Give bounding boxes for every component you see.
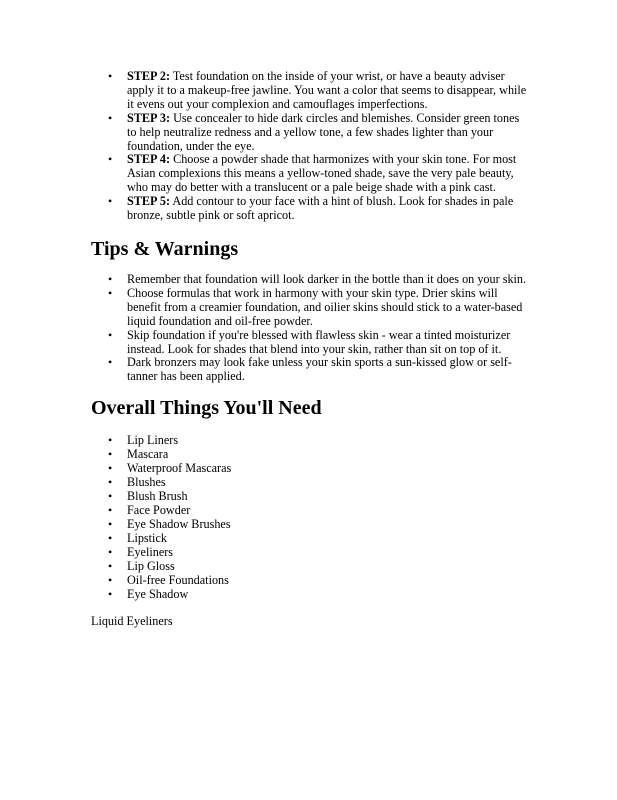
step-item [91, 70, 531, 112]
step-text: Test foundation on the inside of your wrist, or have a beauty adviser apply it to a makeup-free jawline. You want a color that seems to disappear, while it evens out your complexion and camouflages imperfections. [127, 69, 527, 111]
step-item [91, 153, 531, 195]
step-label: STEP 4: [127, 152, 171, 167]
need-item: • Eyeliners [91, 545, 531, 559]
tip-item: • Choose formulas that work in harmony with your skin type. Drier skins will benefit from a creamier foundation, and oilier skins should stick to a water-based liquid foundation and oil-free powder. [91, 287, 531, 329]
step-text: Use concealer to hide dark circles and blemishes. Consider green tones to help neutralize redness and a yellow tone, a few shades lighter than your foundation, under the eye. [127, 110, 520, 153]
need-item: • Lipstick [91, 531, 531, 545]
need-item: • Eye Shadow Brushes [91, 517, 531, 531]
need-item: • Waterproof Mascaras [91, 461, 531, 475]
tip-item: • Remember that foundation will look darker in the bottle than it does on your skin. [91, 273, 531, 287]
document-content [91, 70, 531, 628]
need-item: • Lip Gloss [91, 559, 531, 573]
step-label: STEP 2: [127, 69, 171, 83]
step-label: STEP 3: [127, 110, 171, 125]
step-item [91, 195, 531, 223]
step-text: Choose a powder shade that harmonizes with your skin tone. For most Asian complexions this means a yellow-toned shade, save the very pale beauty, who may do better with a translucent or a pale beige shade with a pink cast. [127, 152, 517, 195]
steps-list [91, 70, 531, 223]
need-list [91, 433, 531, 601]
need-item: • Eye Shadow [91, 587, 531, 601]
step-text: Add contour to your face with a hint of blush. Look for shades in pale bronze, subtle pink or soft apricot. [127, 194, 514, 223]
tips-heading: Tips & Warnings [91, 237, 239, 260]
need-item: • Lip Liners [91, 433, 531, 447]
step-item [91, 112, 531, 154]
need-item: • Mascara [91, 447, 531, 461]
need-item: • Face Powder [91, 503, 531, 517]
need-heading: Overall Things You'll Need [91, 397, 322, 420]
tip-item: • Dark bronzers may look fake unless your skin sports a sun-kissed glow or self-tanner has been applied. [91, 356, 531, 384]
tips-list [91, 273, 531, 384]
footer-text: Liquid Eyeliners [91, 614, 173, 629]
need-item: • Oil-free Foundations [91, 573, 531, 587]
step-label: STEP 5: [127, 194, 171, 209]
need-item: • Blush Brush [91, 489, 531, 503]
tip-item: • Skip foundation if you're blessed with flawless skin - wear a tinted moisturizer instead. Look for shades that blend into your skin, rather than sit on top of it. [91, 329, 531, 357]
need-item: • Blushes [91, 475, 531, 489]
